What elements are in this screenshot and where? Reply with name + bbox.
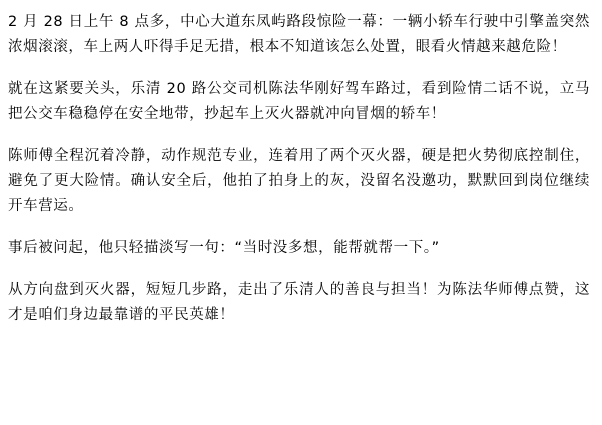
article-paragraph: 陈师傅全程沉着冷静，动作规范专业，连着用了两个灭火器，硬是把火势彻底控制住，避免了更大险情。确认安全后，他拍了拍身上的灰，没留名没邀功，默默回到岗位继续开车营运。 — [8, 148, 590, 214]
article-paragraph: 2 月 28 日上午 8 点多，中心大道东凤屿路段惊险一幕：一辆小轿车行驶中引擎盖突然浓烟滚滚，车上两人吓得手足无措，根本不知道该怎么处置，眼看火情越来越危险！ — [8, 14, 590, 55]
article-paragraph: 从方向盘到灭火器，短短几步路，走出了乐清人的善良与担当！为陈法华师傅点赞，这才是咱们身边最靠谱的平民英雄！ — [8, 282, 590, 323]
article-paragraph: 事后被问起，他只轻描淡写一句：“当时没多想，能帮就帮一下。” — [8, 240, 440, 256]
article-paragraph: 就在这紧要关头，乐清 20 路公交司机陈法华刚好驾车路过，看到险情二话不说，立马把公交车稳稳停在安全地带，抄起车上灭火器就冲向冒烟的轿车！ — [8, 81, 590, 122]
